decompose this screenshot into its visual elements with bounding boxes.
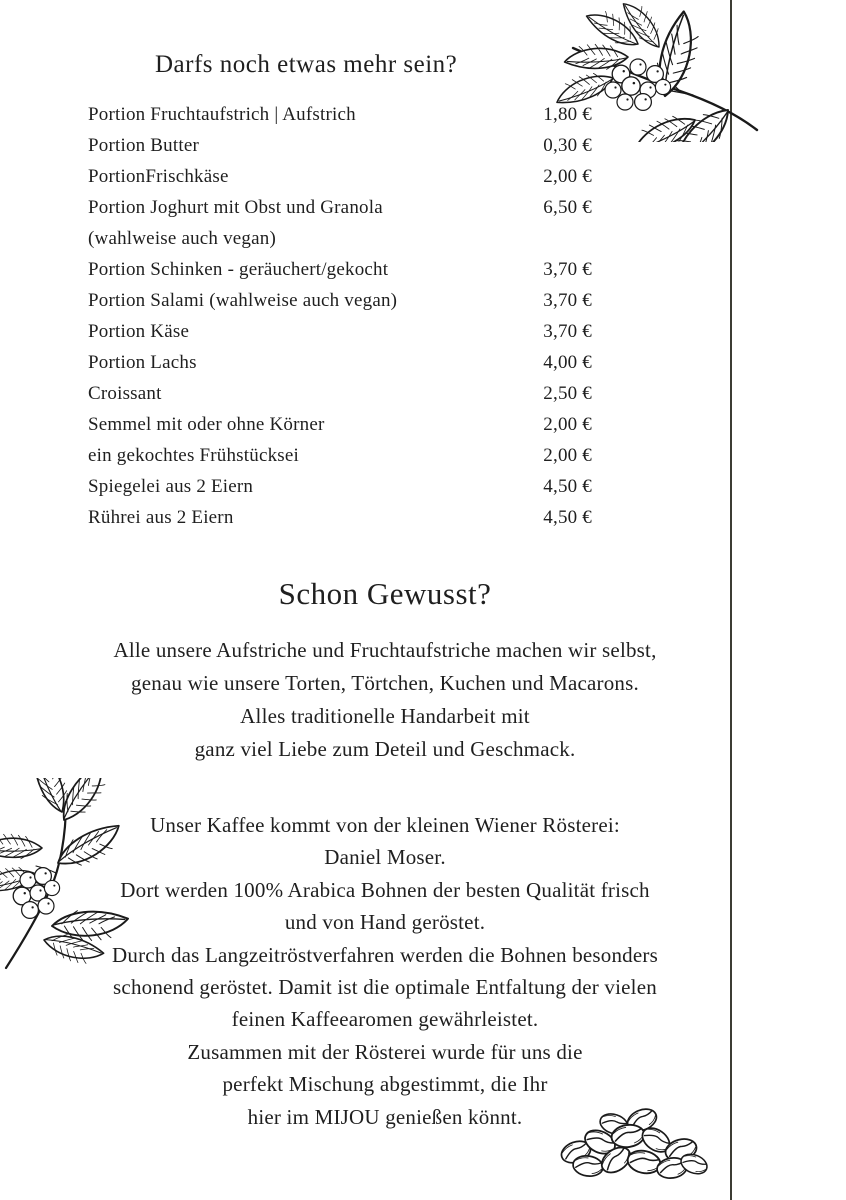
page-title: Darfs noch etwas mehr sein? bbox=[155, 51, 458, 78]
menu-item-row bbox=[88, 228, 592, 259]
menu-item-price: 4,50 € bbox=[543, 507, 592, 528]
menu-item-price: 3,70 € bbox=[543, 259, 592, 280]
menu-item-price: 4,00 € bbox=[543, 352, 592, 373]
paragraph-line: und von Hand geröstet. bbox=[284, 910, 486, 935]
menu-item-row bbox=[88, 507, 592, 538]
menu-item-row bbox=[88, 476, 592, 507]
paragraph-line: feinen Kaffeearomen gewährleistet. bbox=[231, 1007, 539, 1032]
menu-item-price: 2,00 € bbox=[543, 445, 592, 466]
menu-item-name: Portion Butter bbox=[88, 135, 199, 156]
paragraph-line: schonend geröstet. Damit ist die optimale Entfaltung der vielen bbox=[113, 975, 657, 1000]
paragraph-line: Durch das Langzeitröstverfahren werden die Bohnen besonders bbox=[112, 942, 658, 967]
paragraph-line: perfekt Mischung abgestimmt, die Ihr bbox=[222, 1072, 548, 1097]
menu-item-note: (wahlweise auch vegan) bbox=[88, 228, 276, 249]
paragraph-line: Zusammen mit der Rösterei wurde für uns die bbox=[187, 1039, 583, 1064]
menu-item-row bbox=[88, 321, 592, 352]
menu-item-name: Portion Lachs bbox=[88, 352, 197, 373]
menu-item-name: Portion Käse bbox=[88, 321, 190, 342]
menu-item-name: Croissant bbox=[88, 383, 162, 404]
menu-item-row bbox=[88, 166, 592, 197]
section-heading: Schon Gewusst? bbox=[278, 576, 492, 611]
menu-item-name: Spiegelei aus 2 Eiern bbox=[88, 476, 254, 497]
menu-item-row bbox=[88, 383, 592, 414]
paragraph-line: Unser Kaffee kommt von der kleinen Wiener Rösterei: bbox=[150, 813, 620, 837]
paragraph-line: Dort werden 100% Arabica Bohnen der besten Qualität frisch bbox=[120, 877, 650, 902]
menu-item-name: Portion Schinken - geräuchert/gekocht bbox=[88, 259, 389, 280]
menu-item-row bbox=[88, 414, 592, 445]
paragraph-line: genau wie unsere Torten, Törtchen, Kuchen und Macarons. bbox=[131, 671, 639, 695]
coffee-story-paragraph bbox=[0, 809, 770, 1133]
menu-item-price: 3,70 € bbox=[543, 290, 592, 311]
menu-item-row bbox=[88, 197, 592, 228]
paragraph-line: Daniel Moser. bbox=[324, 845, 446, 870]
paragraph-line: ganz viel Liebe zum Deteil und Geschmack. bbox=[194, 737, 576, 761]
menu-item-price: 2,00 € bbox=[543, 166, 592, 187]
menu-item-price: 1,80 € bbox=[543, 104, 592, 125]
addons-price-list bbox=[88, 104, 592, 538]
menu-item-name: ein gekochtes Frühstücksei bbox=[88, 445, 299, 466]
menu-item-price: 2,00 € bbox=[543, 414, 592, 435]
menu-item-price: 2,50 € bbox=[543, 383, 592, 404]
menu-item-name: PortionFrischkäse bbox=[88, 166, 229, 187]
menu-item-row bbox=[88, 290, 592, 321]
handmade-paragraph bbox=[0, 634, 770, 766]
menu-item-price: 3,70 € bbox=[543, 321, 592, 342]
menu-item-row bbox=[88, 352, 592, 383]
menu-item-row bbox=[88, 135, 592, 166]
paragraph-line: Alles traditionelle Handarbeit mit bbox=[240, 704, 530, 728]
paragraph-line: hier im MIJOU genießen könnt. bbox=[247, 1104, 523, 1129]
menu-item-price: 0,30 € bbox=[543, 135, 592, 156]
menu-item-price: 6,50 € bbox=[543, 197, 592, 218]
coffee-beans-icon bbox=[548, 1092, 710, 1188]
menu-item-name: Portion Salami (wahlweise auch vegan) bbox=[88, 290, 398, 311]
menu-item-name: Semmel mit oder ohne Körner bbox=[88, 414, 325, 435]
paragraph-line: Alle unsere Aufstriche und Fruchtaufstriche machen wir selbst, bbox=[113, 638, 657, 662]
menu-item-name: Portion Fruchtaufstrich | Aufstrich bbox=[88, 104, 356, 125]
menu-item-price: 4,50 € bbox=[543, 476, 592, 497]
menu-item-row bbox=[88, 259, 592, 290]
menu-item-row bbox=[88, 445, 592, 476]
menu-item-name: Portion Joghurt mit Obst und Granola bbox=[88, 197, 383, 218]
menu-item-row bbox=[88, 104, 592, 135]
menu-item-name: Rührei aus 2 Eiern bbox=[88, 507, 234, 528]
